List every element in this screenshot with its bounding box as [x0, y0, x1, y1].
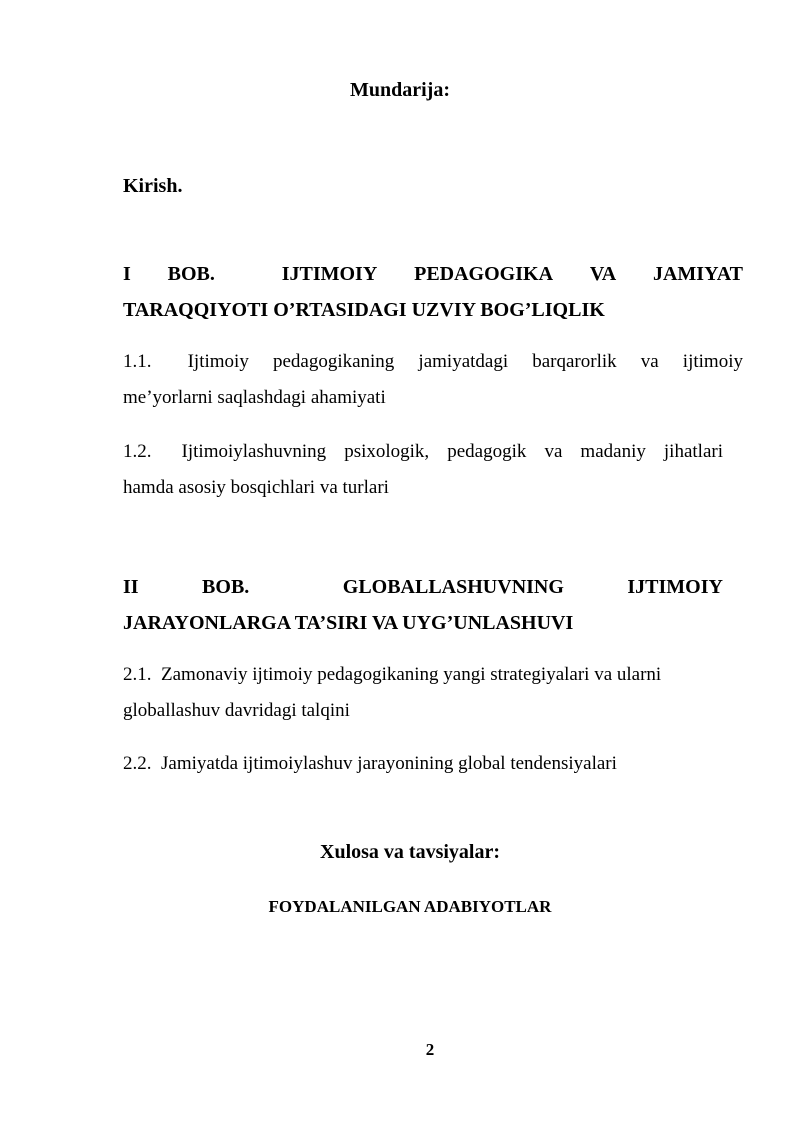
toc-chapter-1	[123, 256, 743, 328]
section-word: Ijtimoiy	[187, 351, 249, 372]
chapter-1-heading-line	[123, 256, 743, 292]
section-1-1-line1	[123, 344, 743, 380]
section-2-2-text: Jamiyatda ijtimoiylashuv jarayonining global tendensiyalari	[161, 753, 617, 774]
section-2-2-line1	[123, 746, 723, 782]
toc-section-1-1	[123, 344, 743, 416]
section-2-2-number: 2.2.	[123, 753, 152, 774]
section-word: va	[544, 441, 563, 462]
section-word: pedagogik	[447, 441, 527, 462]
chapter-2-word: GLOBALLASHUVNING	[342, 576, 564, 598]
section-2-1-text: Zamonaviy ijtimoiy pedagogikaning yangi strategiyalari va ularni	[161, 664, 662, 685]
section-2-1-line1	[123, 657, 723, 693]
chapter-2-title-line2: JARAYONLARGA TA’SIRI VA UYG’UNLASHUVI	[123, 612, 574, 634]
section-word: Ijtimoiylashuvning	[181, 441, 327, 462]
chapter-2-word: IJTIMOIY	[627, 576, 723, 598]
toc-section-2-2	[123, 746, 723, 782]
toc-section-1-2	[123, 434, 723, 506]
section-word: jihatlari	[663, 441, 723, 462]
chapter-1-word: JAMIYAT	[652, 263, 743, 285]
toc-intro: Kirish.	[123, 175, 183, 197]
chapter-1-word: IJTIMOIY	[281, 263, 378, 285]
section-word: jamiyatdagi	[418, 351, 509, 372]
toc-conclusion: Xulosa va tavsiyalar:	[320, 841, 500, 863]
chapter-1-word: VA	[589, 263, 617, 285]
section-1-1-number: 1.1.	[123, 351, 152, 372]
chapter-2-number: II	[123, 576, 139, 598]
toc-references: FOYDALANILGAN ADABIYOTLAR	[268, 897, 552, 916]
section-1-2-line1	[123, 434, 723, 470]
chapter-2-heading-line	[123, 569, 723, 605]
toc-section-2-1	[123, 657, 723, 729]
section-2-1-number: 2.1.	[123, 664, 152, 685]
section-word: psixologik,	[344, 441, 430, 462]
chapter-2-bob: BOB.	[202, 576, 250, 598]
page-number: 2	[425, 1040, 435, 1059]
chapter-1-title-line2: TARAQQIYOTI O’RTASIDAGI UZVIY BOG’LIQLIK	[123, 299, 605, 321]
section-1-2-line2: hamda asosiy bosqichlari va turlari	[123, 477, 389, 498]
section-word: barqarorlik	[532, 351, 617, 372]
section-word: madaniy	[580, 441, 646, 462]
chapter-1-number: I	[123, 263, 131, 285]
toc-title: Mundarija:	[350, 79, 450, 101]
section-word: pedagogikaning	[272, 351, 395, 372]
section-1-1-line2: me’yorlarni saqlashdagi ahamiyati	[123, 387, 386, 408]
section-1-2-number: 1.2.	[123, 441, 152, 462]
section-word: va	[640, 351, 659, 372]
section-2-1-line2: globallashuv davridagi talqini	[123, 700, 350, 721]
chapter-1-bob: BOB.	[167, 263, 215, 285]
toc-chapter-2	[123, 569, 723, 641]
chapter-1-word: PEDAGOGIKA	[414, 263, 554, 285]
section-word: ijtimoiy	[682, 351, 743, 372]
